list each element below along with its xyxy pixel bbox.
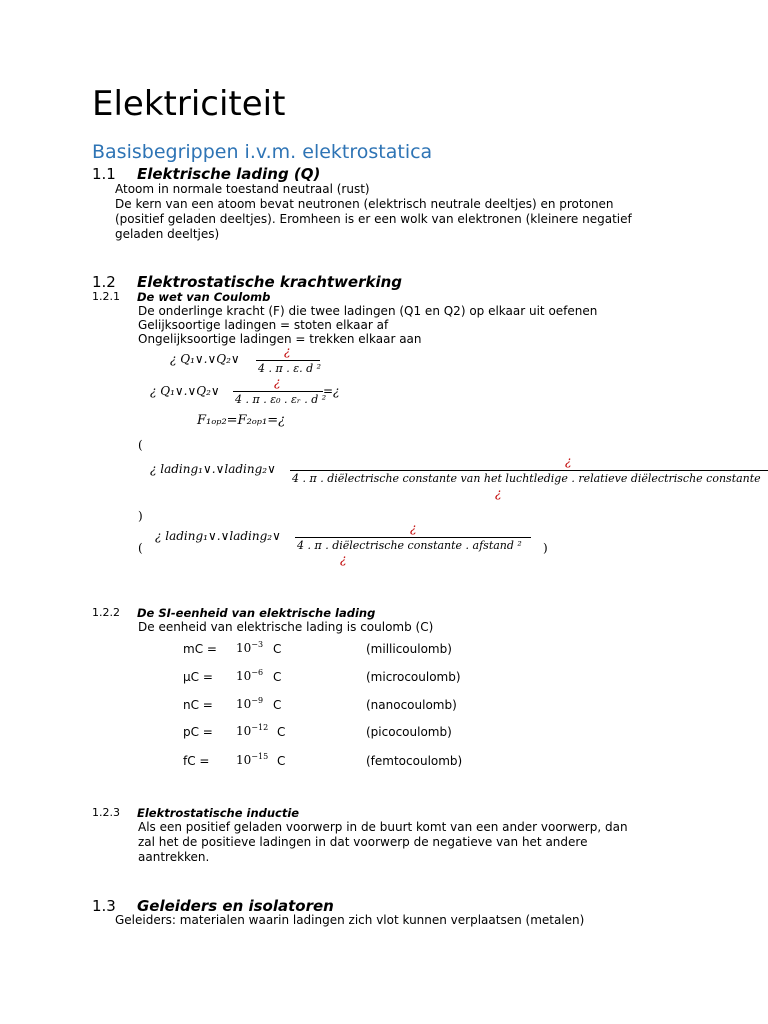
unit-label: pC = bbox=[183, 725, 213, 739]
body-line: aantrekken. bbox=[138, 850, 210, 864]
formula-4-open-paren: ( bbox=[138, 438, 143, 452]
formula-2-top: ¿ bbox=[274, 375, 281, 389]
section-heading-1-3: Geleiders en isolatoren bbox=[137, 897, 334, 915]
formula-4-top: ¿ bbox=[565, 454, 572, 468]
unit-symbol: C bbox=[273, 642, 282, 656]
formula-4-lhs: ¿ lading₁∨.∨lading₂∨ bbox=[150, 462, 276, 476]
page-subtitle: Basisbegrippen i.v.m. elektrostatica bbox=[92, 141, 433, 163]
unit-symbol: C bbox=[273, 670, 282, 684]
unit-power: $10^{-3}$ bbox=[236, 640, 264, 655]
formula-5-fraction-bar bbox=[295, 537, 531, 538]
formula-5-denominator: 4 . π . diëlectrische constante . afstand ² bbox=[297, 539, 522, 552]
body-line: De eenheid van elektrische lading is coulomb (C) bbox=[138, 620, 434, 634]
body-line: Geleiders: materialen waarin ladingen zich vlot kunnen verplaatsen (metalen) bbox=[115, 913, 585, 927]
formula-5-top: ¿ bbox=[410, 521, 417, 535]
formula-2-fraction-bar bbox=[233, 391, 323, 392]
section-number-1-2-1: 1.2.1 bbox=[92, 290, 120, 303]
body-line: (positief geladen deeltjes). Eromheen is er een wolk van elektronen (kleinere negatief bbox=[115, 212, 632, 226]
formula-1-top: ¿ bbox=[284, 344, 291, 358]
section-number-1-3: 1.3 bbox=[92, 897, 116, 915]
formula-5-below: ¿ bbox=[340, 552, 347, 566]
formula-1-fraction-bar bbox=[256, 360, 320, 361]
unit-symbol: C bbox=[277, 725, 286, 739]
formula-2-numerator: ¿ Q₁∨.∨Q₂∨ bbox=[150, 384, 220, 398]
body-line: Atoom in normale toestand neutraal (rust) bbox=[115, 182, 370, 196]
unit-name: (nanocoulomb) bbox=[366, 698, 457, 712]
formula-2-tail: =¿ bbox=[323, 384, 340, 398]
formula-4-denominator: 4 . π . diëlectrische constante van het luchtledige . relatieve diëlectrische constante bbox=[292, 472, 761, 485]
unit-power: $10^{-9}$ bbox=[236, 696, 264, 711]
body-line: De kern van een atoom bevat neutronen (elektrisch neutrale deeltjes) en protonen bbox=[115, 197, 614, 211]
body-line: Als een positief geladen voorwerp in de buurt komt van een ander voorwerp, dan bbox=[138, 820, 628, 834]
formula-4-fraction-bar bbox=[290, 470, 768, 471]
body-line: De onderlinge kracht (F) die twee ladingen (Q1 en Q2) op elkaar uit oefenen bbox=[138, 304, 598, 318]
unit-power: $10^{-12}$ bbox=[236, 723, 269, 738]
body-line: zal het de positieve ladingen in dat voorwerp de negatieve van het andere bbox=[138, 835, 588, 849]
section-heading-1-2-3: Elektrostatische inductie bbox=[137, 806, 300, 820]
section-heading-1-1: Elektrische lading (Q) bbox=[137, 165, 321, 183]
formula-1-numerator: ¿ Q₁∨.∨Q₂∨ bbox=[170, 352, 240, 366]
unit-name: (microcoulomb) bbox=[366, 670, 461, 684]
section-heading-1-2-1: De wet van Coulomb bbox=[137, 290, 271, 304]
unit-name: (picocoulomb) bbox=[366, 725, 452, 739]
unit-symbol: C bbox=[273, 698, 282, 712]
unit-label: µC = bbox=[183, 670, 213, 684]
unit-name: (millicoulomb) bbox=[366, 642, 452, 656]
formula-5-lhs: ¿ lading₁∨.∨lading₂∨ bbox=[155, 529, 281, 543]
section-heading-1-2-2: De SI-eenheid van elektrische lading bbox=[137, 606, 376, 620]
section-number-1-2-2: 1.2.2 bbox=[92, 606, 120, 619]
formula-1-denominator: 4 . π . ε. d ² bbox=[258, 362, 322, 375]
unit-name: (femtocoulomb) bbox=[366, 754, 463, 768]
section-number-1-2-3: 1.2.3 bbox=[92, 806, 120, 819]
unit-label: nC = bbox=[183, 698, 213, 712]
unit-symbol: C bbox=[277, 754, 286, 768]
formula-3: F₁ₒₚ₂=F₂ₒₚ₁=¿ bbox=[197, 413, 286, 428]
body-line: Ongelijksoortige ladingen = trekken elkaar aan bbox=[138, 332, 422, 346]
unit-label: fC = bbox=[183, 754, 210, 768]
body-line: geladen deeltjes) bbox=[115, 227, 220, 241]
page-title: Elektriciteit bbox=[92, 84, 286, 124]
unit-power: $10^{-6}$ bbox=[236, 668, 264, 683]
formula-2-denominator: 4 . π . ε₀ . εᵣ . d ² bbox=[235, 393, 327, 406]
body-line: Gelijksoortige ladingen = stoten elkaar af bbox=[138, 318, 389, 332]
formula-5-close-paren: ) bbox=[543, 541, 548, 555]
formula-4-below: ¿ bbox=[495, 486, 502, 500]
formula-5-open-paren: ( bbox=[138, 541, 143, 555]
section-heading-1-2: Elektrostatische krachtwerking bbox=[137, 273, 403, 291]
section-number-1-1: 1.1 bbox=[92, 165, 116, 183]
unit-power: $10^{-15}$ bbox=[236, 752, 269, 767]
unit-label: mC = bbox=[183, 642, 217, 656]
section-number-1-2: 1.2 bbox=[92, 273, 116, 291]
formula-4-close-paren: ) bbox=[138, 509, 143, 523]
